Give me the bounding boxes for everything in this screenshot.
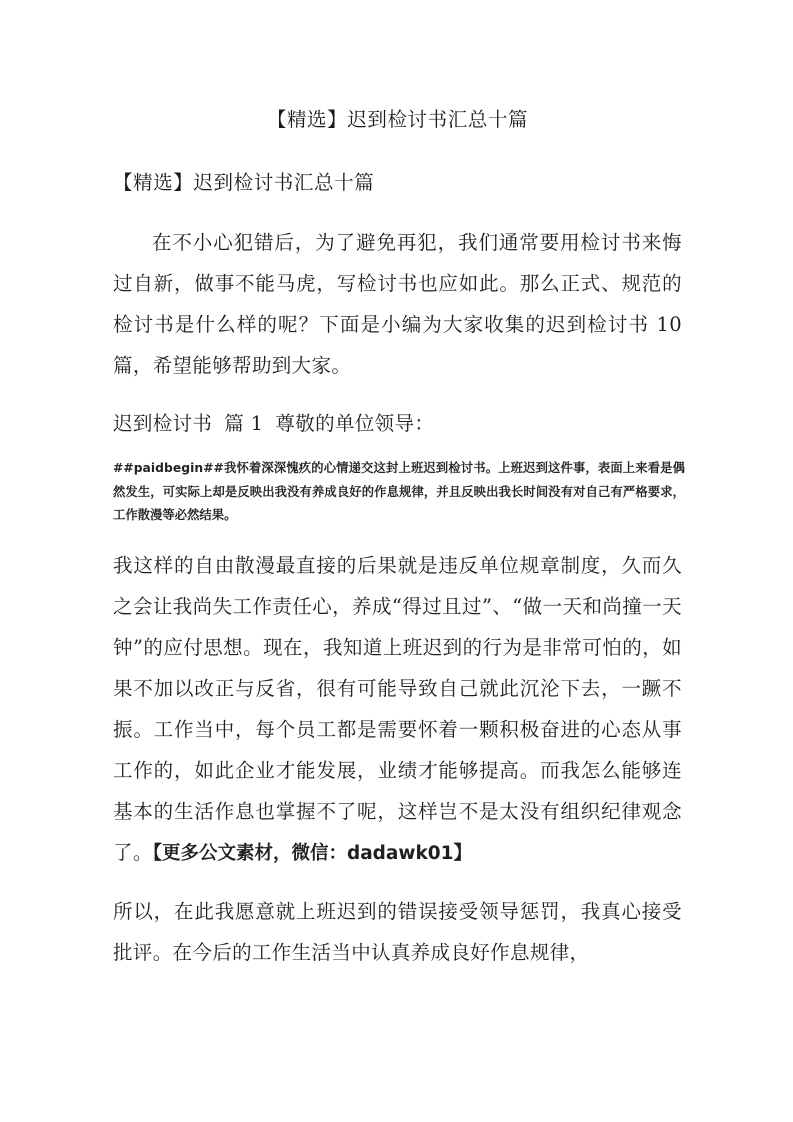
section-heading-label: 迟到检讨书 <box>113 412 213 435</box>
document-content <box>113 0 685 973</box>
body-paragraph-1-text: 我这样的自由散漫最直接的后果就是违反单位规章制度，久而久之会让我尚失工作责任心，养成“得过且过”、“做一天和尚撞一天钟”的应付思想。现在，我知道上班迟到的行为是非常可怕的，如果不加以改正与反省，很有可能导致自己就此沉沦下去，一蹶不振。工作当中，每个员工都是需要怀着一颗积极奋进的心态从事工作的，如此企业才能发展，业绩才能够提高。而我怎么能够连基本的生活作息也掌握不了呢，这样岂不是太没有组织纪律观念了。 <box>113 553 682 864</box>
section-heading-number: 篇 1 <box>224 412 264 435</box>
body-paragraph-1 <box>113 545 682 874</box>
body-paragraph-2: 所以，在此我愿意就上班迟到的错误接受领导惩罚，我真心接受批评。在今后的工作生活当中认真养成良好作息规律， <box>113 899 682 964</box>
page-title: 【精选】迟到检讨书汇总十篇 <box>266 108 529 131</box>
promo-note: 【更多公文素材，微信：dadawk01】 <box>152 842 473 864</box>
section-heading <box>113 407 682 441</box>
intro-paragraph: 在不小心犯错后，为了避免再犯，我们通常要用检讨书来悔过自新，做事不能马虎，写检讨书也应如此。那么正式、规范的检讨书是什么样的呢？下面是小编为大家收集的迟到检讨书 10 篇，希望能够帮助到大家。 <box>113 231 682 377</box>
section-heading-salutation: 尊敬的单位领导： <box>275 412 435 435</box>
paid-insert-block: ##paidbegin##我怀着深深愧疚的心情递交这封上班迟到检讨书。上班迟到这件事，表面上来看是偶然发生，可实际上却是反映出我没有养成良好的作息规律，并且反映出我长时间没有对自己有严格要求，工作散漫等必然结果。 <box>113 461 685 522</box>
document-subtitle: 【精选】迟到检讨书汇总十篇 <box>113 171 375 194</box>
